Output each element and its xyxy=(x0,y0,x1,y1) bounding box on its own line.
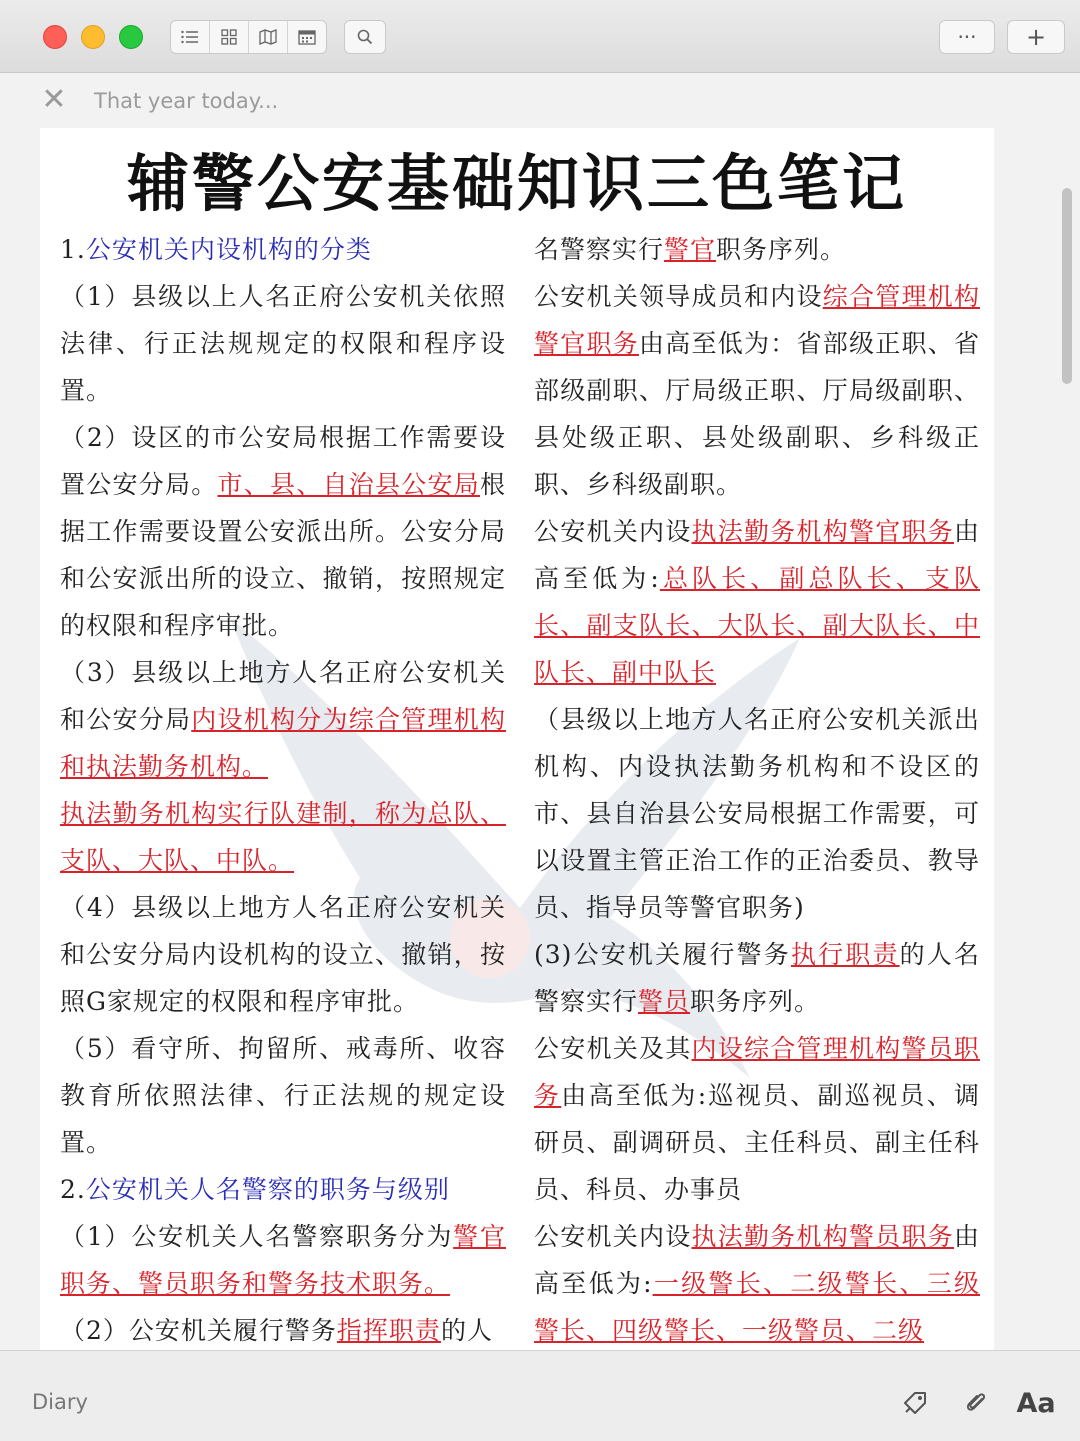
paragraph xyxy=(60,414,506,649)
text: （1）公安机关人名警察职务分为 xyxy=(60,1222,454,1251)
entry-title-field[interactable]: That year today... xyxy=(94,89,279,113)
text: 公安机关内设 xyxy=(534,517,692,546)
red-highlight: 执法勤务机构实行队建制，称为总队、支队、大队、中队。 xyxy=(60,799,506,875)
attach-button[interactable] xyxy=(962,1386,992,1420)
text: 由高至低为:巡视员、副巡视员、调研员、副调研员、主任科员、副主任科员、科员、办事员 xyxy=(534,1081,980,1204)
red-highlight: 执行职责 xyxy=(790,940,900,969)
window-minimize-button[interactable] xyxy=(81,25,105,49)
red-highlight: 总队长、副总队长、支队长、副支队长、大队长、副大队长、中队长、副中队长 xyxy=(534,564,980,687)
paragraph xyxy=(534,273,980,508)
red-highlight: 一级警长、二级警长、三级警长、四级警长、一级警员、二级 xyxy=(534,1269,980,1345)
note-image xyxy=(40,128,994,1350)
add-entry-button[interactable]: + xyxy=(1007,20,1065,54)
paperclip-icon xyxy=(965,1390,989,1416)
paragraph: （4）县级以上地方人名正府公安机关和公安分局内设机构的设立、撤销，按照G家规定的权限和程序审批。 xyxy=(60,893,506,1016)
window-titlebar xyxy=(0,0,1080,73)
map-view-button[interactable] xyxy=(249,21,288,53)
text: （2）设区的市公安局根据工作需要设置公安分局。 xyxy=(60,423,506,499)
window-zoom-button[interactable] xyxy=(119,25,143,49)
section-heading-text: 公安机关内设机构的分类 xyxy=(85,235,372,264)
red-highlight: 警员 xyxy=(638,987,691,1016)
green-note: （县级以上地方人名正府公安机关派出机构、内设执法勤务机构和不设区的市、县自治县公安局根据工作需要，可以设置主管正治工作的正治委员、教导员、指导员等警官职务) xyxy=(534,705,980,922)
section-number: 1. xyxy=(60,235,86,264)
paragraph xyxy=(534,226,980,273)
text: （2）公安机关履行警务 xyxy=(60,1316,337,1345)
section-heading-text: 公安机关人名警察的职务与级别 xyxy=(85,1175,450,1204)
view-switcher xyxy=(170,20,327,54)
search-button[interactable] xyxy=(344,20,386,54)
paragraph xyxy=(60,649,506,884)
list-icon xyxy=(181,29,199,45)
section-number: 2. xyxy=(60,1175,86,1204)
paragraph xyxy=(60,1213,506,1307)
red-highlight: 指挥职责 xyxy=(336,1316,441,1345)
red-highlight: 警官 xyxy=(664,235,717,264)
grid-icon xyxy=(221,29,237,45)
text: 由高至低为：省部级正职、省部级副职、厅局级正职、厅局级副职、县处级正职、县处级副职、乡科级正职、乡科级副职。 xyxy=(534,329,980,499)
text: 根据工作需要设置公安派出所。公安分局和公安派出所的设立、撤销，按照规定的权限和程序审批。 xyxy=(60,470,506,640)
window-close-button[interactable] xyxy=(43,25,67,49)
paragraph xyxy=(534,508,980,696)
red-highlight: 综合管理机构警官职务 xyxy=(534,282,980,358)
paragraph xyxy=(534,1213,980,1350)
scrollbar-thumb[interactable] xyxy=(1062,188,1072,384)
note-left-column xyxy=(60,226,506,1350)
close-entry-icon[interactable]: ✕ xyxy=(41,82,67,117)
text: （3）县级以上地方人名正府公安机关和公安分局 xyxy=(60,658,506,734)
red-highlight: 内设机构分为综合管理机构和执法勤务机构。 xyxy=(60,705,506,781)
red-highlight: 市、县、自治县公安局 xyxy=(217,470,480,499)
text: 名警察实行 xyxy=(534,235,665,264)
red-highlight: 内设综合管理机构警员职务 xyxy=(534,1034,980,1110)
tag-button[interactable] xyxy=(900,1386,930,1420)
text: 职务序列。 xyxy=(716,235,847,264)
note-title: 辅警公安基础知识三色笔记 xyxy=(126,147,907,220)
text: 公安机关内设 xyxy=(534,1222,692,1251)
text: 公安机关领导成员和内设 xyxy=(534,282,823,311)
section-2-heading xyxy=(60,1166,506,1213)
paragraph xyxy=(534,931,980,1025)
red-highlight: 警官职务、警员职务和警务技术职务。 xyxy=(60,1222,506,1298)
section-1-heading xyxy=(60,226,506,273)
text: 公安机关及其 xyxy=(534,1034,692,1063)
red-highlight: 执法勤务机构警员职务 xyxy=(691,1222,954,1251)
text: (3)公安机关履行警务 xyxy=(534,940,791,969)
text: 由高至低为: xyxy=(534,1222,980,1298)
text: 的人名警察实行 xyxy=(534,940,980,1016)
paragraph xyxy=(60,1307,506,1350)
text: 职务序列。 xyxy=(690,987,821,1016)
grid-view-button[interactable] xyxy=(210,21,249,53)
text: 的人 xyxy=(440,1316,493,1345)
note-right-column xyxy=(534,226,980,1350)
paragraph xyxy=(534,1025,980,1213)
calendar-view-button[interactable] xyxy=(288,21,326,53)
more-button[interactable]: ··· xyxy=(939,20,995,54)
red-highlight: 执法勤务机构警官职务 xyxy=(691,517,954,546)
paragraph: （5）看守所、拘留所、戒毒所、收容教育所依照法律、行正法规的规定设置。 xyxy=(60,1034,506,1157)
paragraph: （1）县级以上人名正府公安机关依照法律、行正法规规定的权限和程序设置。 xyxy=(60,282,506,405)
map-icon xyxy=(259,29,277,45)
font-format-button[interactable]: Aa xyxy=(1016,1387,1056,1419)
tag-icon xyxy=(902,1390,928,1416)
calendar-icon xyxy=(298,29,316,45)
journal-selector[interactable]: Diary xyxy=(32,1390,88,1414)
text: 由高至低为: xyxy=(534,517,980,593)
list-view-button[interactable] xyxy=(171,21,210,53)
search-icon xyxy=(357,29,373,45)
